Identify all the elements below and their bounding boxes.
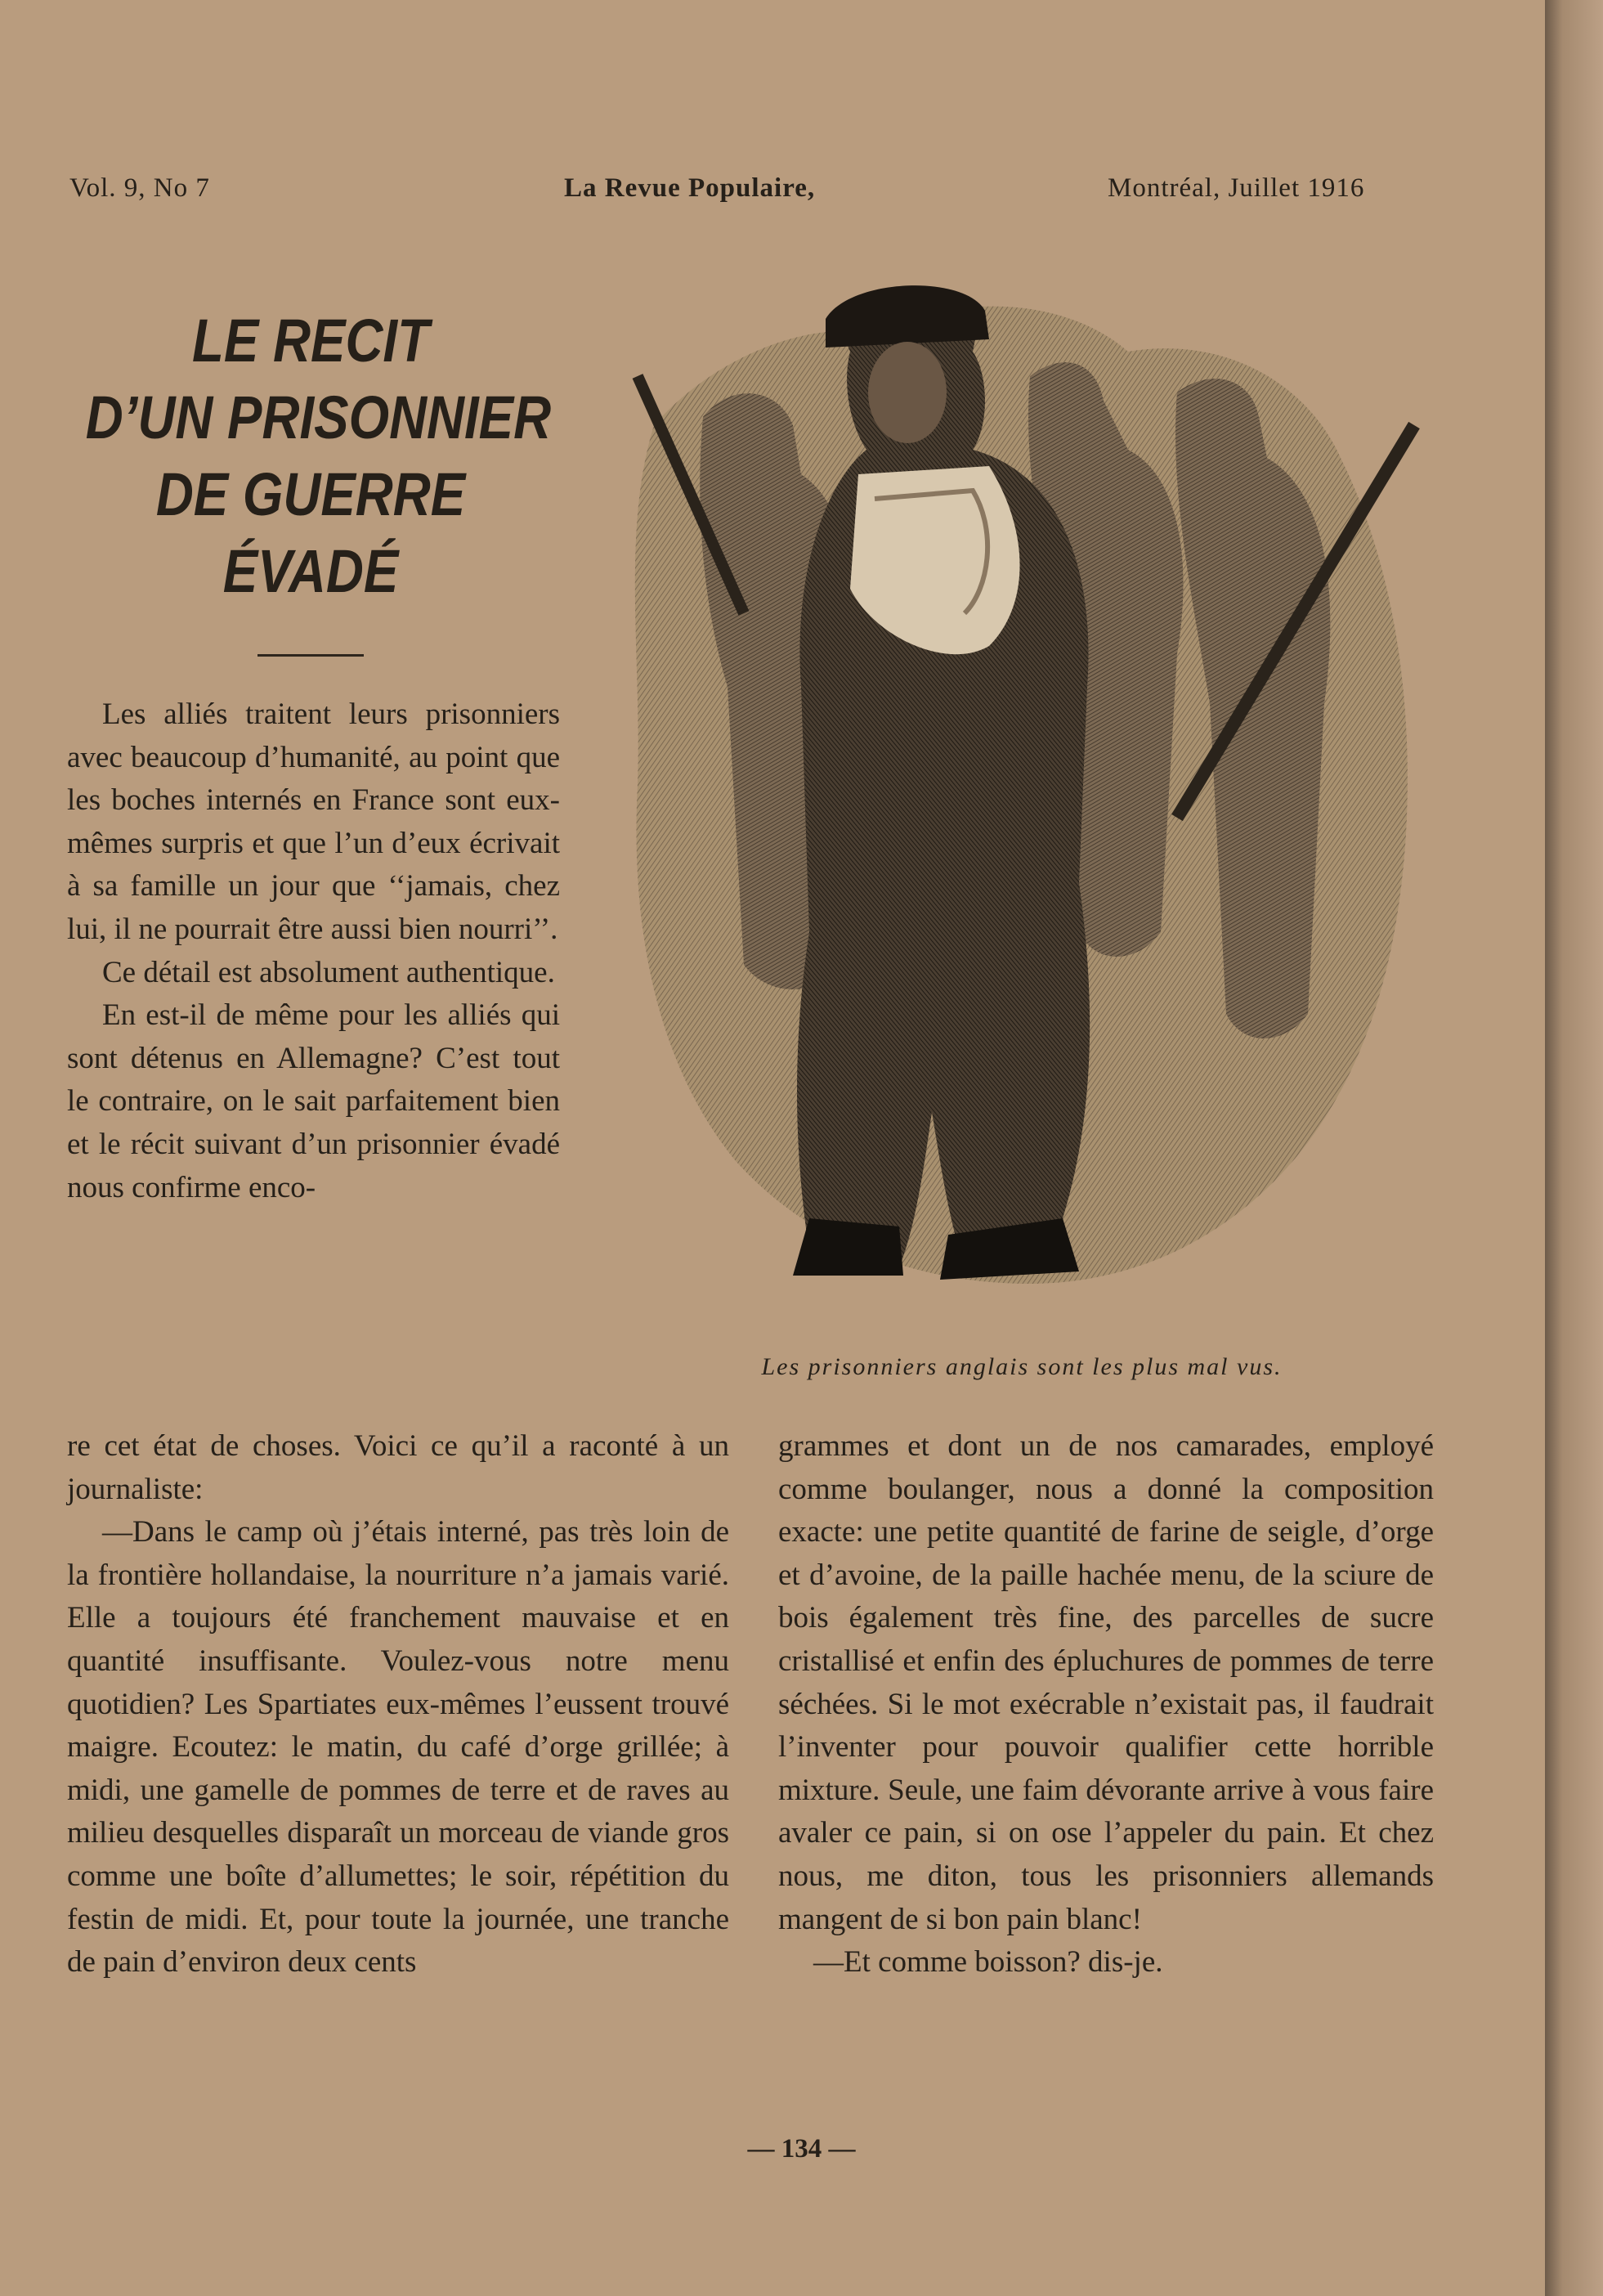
- column-left-bottom: [67, 1425, 729, 1984]
- column-right-bottom: [778, 1425, 1434, 1984]
- paragraph: Ce détail est absolument authentique.: [102, 955, 555, 989]
- volume-number: Vol. 9, No 7: [69, 173, 210, 203]
- magazine-name: La Revue Populaire,: [564, 173, 816, 203]
- column-intro: [67, 693, 560, 1209]
- illustration-prisoners: [605, 262, 1439, 1349]
- figure-caption: Les prisonniers anglais sont les plus mal vus.: [761, 1353, 1283, 1380]
- title-line: DE GUERRE: [155, 460, 466, 528]
- place-date: Montréal, Juillet 1916: [1108, 173, 1365, 203]
- paragraph: grammes et dont un de nos camarades, employé comme boulanger, nous a donné la composition exacte: une petite quantité de farine de seigle, d’orge et d’avoine, de la paille hachée menu, de la sciure de bois également très fine, des parcelles de sucre cristallisé et enfin des épluchures de pommes de terre séchées. Si le mot exécrable n’existait pas, il faudrait l’inventer pour pouvoir qualifier cette horrible mixture. Seule, une faim dévorante arrive à vous faire avaler ce pain, si on ose l’appeler du pain. Et chez nous, me diton, tous les prisonniers allemands mangent de si bon pain blanc!: [778, 1429, 1434, 1936]
- paragraph: —Et comme boisson? dis-je.: [813, 1945, 1163, 1980]
- paragraph: —Dans le camp où j’étais interné, pas très loin de la frontière hollandaise, la nourriture n’a jamais varié. Elle a toujours été franchement mauvaise et en quantité insuffisante. Voulez-vous notre menu quotidien? Les Spartiates eux-mêmes l’eussent trouvé maigre. Ecoutez: le matin, du café d’orge grillée; à midi, une gamelle de pommes de terre et de raves au milieu desquelles disparaît un morceau de viande gros comme une boîte d’allumettes; le soir, répétition du festin de midi. Et, pour toute la journée, une tranche de pain d’environ deux cents: [67, 1515, 729, 1980]
- title-line: LE RECIT: [192, 307, 429, 374]
- paragraph: Les alliés traitent leurs prisonniers avec beaucoup d’humanité, au point que les boches internés en France sont eux-mêmes surpris et que l’un d’eux écrivait à sa famille un jour que ‘‘jamais, chez lui, il ne pourrait être aussi bien nourri’’.: [67, 697, 560, 946]
- title-line: ÉVADÉ: [222, 537, 399, 605]
- paragraph: re cet état de choses. Voici ce qu’il a raconté à un journaliste:: [67, 1429, 729, 1506]
- article-title: [85, 303, 552, 610]
- title-line: D’UN PRISONNIER: [85, 383, 552, 451]
- paragraph: En est-il de même pour les alliés qui sont détenus en Allemagne? C’est tout le contraire, on le sait parfaitement bien et le récit suivant d’un prisonnier évadé nous confirme enco-: [67, 998, 560, 1204]
- page-edge: [1545, 0, 1603, 2296]
- title-divider: [257, 654, 364, 657]
- page-number: — 134 —: [747, 2134, 856, 2164]
